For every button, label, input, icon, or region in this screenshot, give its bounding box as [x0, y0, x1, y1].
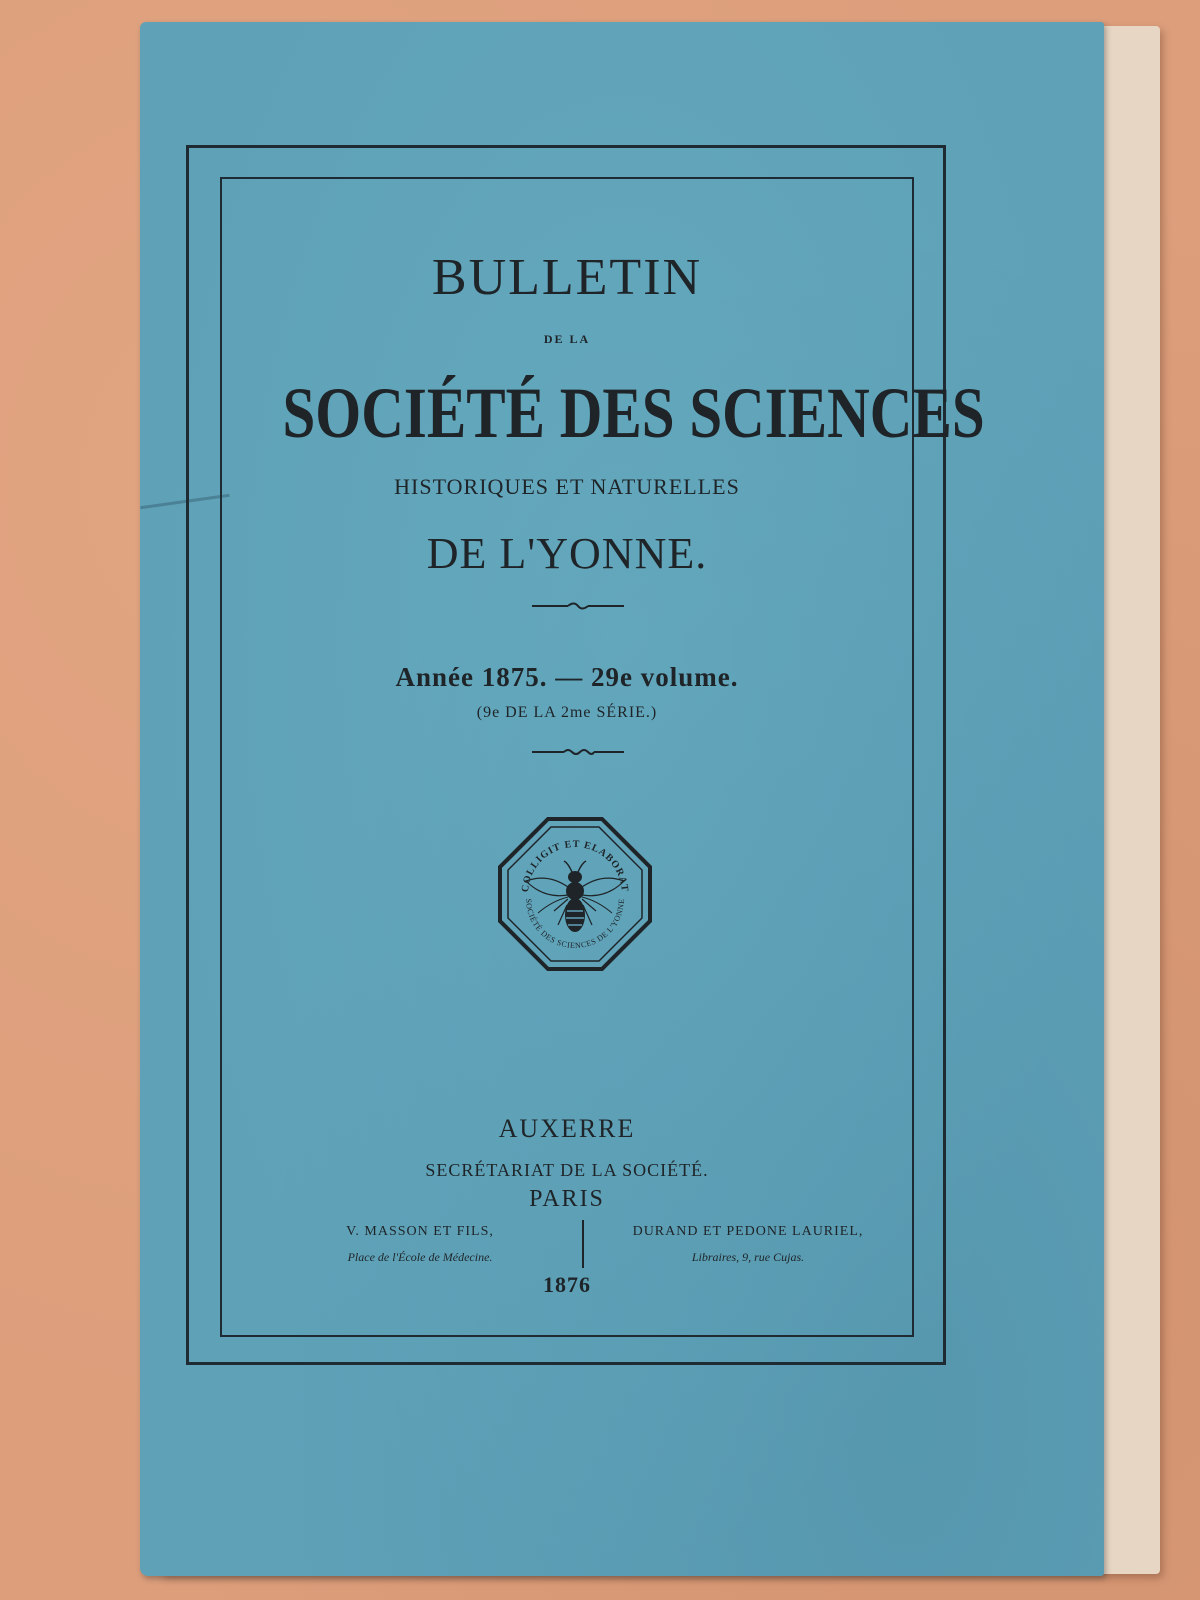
ornament-divider-icon — [530, 746, 626, 758]
imprint-year: 1876 — [543, 1272, 591, 1297]
cover-title-bulletin: BULLETIN — [431, 249, 703, 306]
cover-title-de-la: DE LA — [543, 332, 591, 346]
imprint-city-auxerre: AUXERRE — [498, 1114, 636, 1143]
bee-icon — [526, 861, 624, 932]
cover-volume-line: Année 1875. — 29e volume. — [395, 662, 739, 692]
seal-legend: SOCIÉTÉ DES SCIENCES DE L'YONNE — [523, 898, 627, 951]
publisher-divider — [582, 1220, 584, 1268]
publisher-right-address: Libraires, 9, rue Cujas. — [691, 1250, 805, 1264]
society-seal — [496, 815, 654, 973]
imprint-secretariat: SECRÉTARIAT DE LA SOCIÉTÉ. — [425, 1160, 709, 1180]
publisher-right-name: DURAND ET PEDONE LAURIEL, — [632, 1224, 864, 1239]
cover-title-societe: SOCIÉTÉ DES SCIENCES — [282, 373, 985, 453]
publisher-left-address: Place de l'École de Médecine. — [347, 1250, 493, 1264]
cover-title-yonne: DE L'YONNE. — [426, 529, 708, 578]
seal-motto: COLLIGIT ET ELABORAT — [519, 838, 631, 893]
cover-title-historiques: HISTORIQUES ET NATURELLES — [394, 474, 740, 499]
publisher-left-name: V. MASSON ET FILS, — [346, 1224, 494, 1239]
ornament-divider-icon — [530, 600, 626, 612]
publisher-right — [598, 1224, 898, 1265]
cover-series-line: (9e DE LA 2me SÉRIE.) — [476, 704, 658, 721]
imprint-city-paris: PARIS — [529, 1186, 605, 1212]
publisher-left — [270, 1224, 570, 1265]
